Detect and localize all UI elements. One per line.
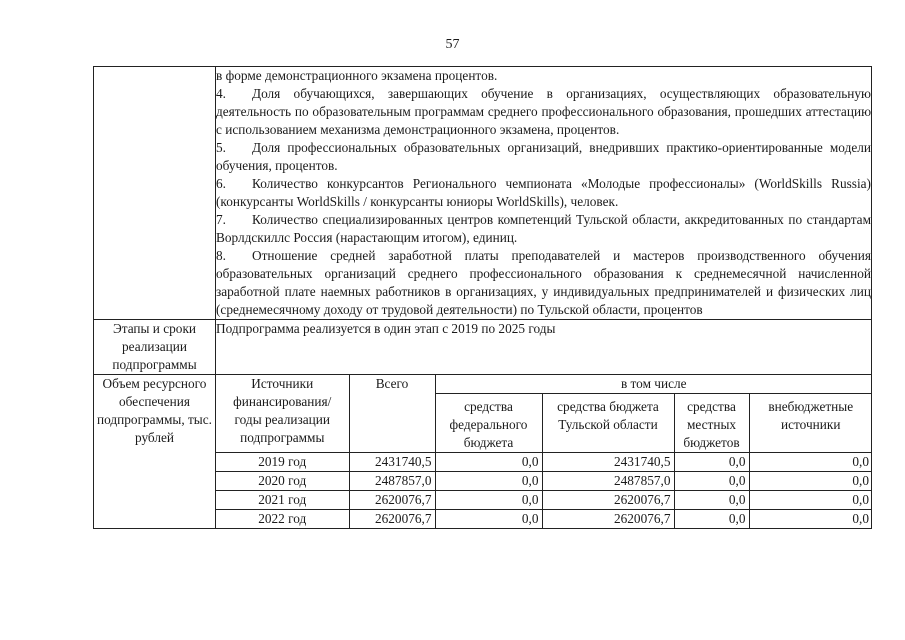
row-extra: 0,0 [749, 472, 872, 491]
funding-row [94, 375, 872, 529]
row-regional: 2431740,5 [542, 453, 674, 472]
row-regional: 2620076,7 [542, 510, 674, 529]
row-extra: 0,0 [749, 453, 872, 472]
indicators-content-cell [216, 67, 872, 320]
stages-value: Подпрограмма реализуется в один этап с 2019 по 2025 годы [216, 320, 872, 375]
indicator-number: 7. [216, 212, 226, 227]
row-federal: 0,0 [435, 491, 542, 510]
row-federal: 0,0 [435, 472, 542, 491]
indicator-text: Доля профессиональных образовательных организаций, внедривших практико-ориентированные модели обучения, процентов. [216, 140, 871, 173]
row-local: 0,0 [674, 491, 749, 510]
page-number: 57 [445, 37, 460, 52]
row-total: 2620076,7 [349, 510, 435, 529]
indicator-number: 8. [216, 248, 226, 263]
indicator-text: в форме демонстрационного экзамена процентов. [216, 68, 498, 83]
indicator-number: 4. [216, 86, 226, 101]
row-total: 2487857,0 [349, 472, 435, 491]
subprogram-passport-table [93, 66, 872, 529]
indicator-paragraph [216, 211, 871, 247]
indicator-number: 6. [216, 176, 226, 191]
table-row [216, 472, 872, 491]
header-total: Всего [349, 375, 435, 453]
header-including: в том числе [435, 375, 872, 394]
funding-content-cell [216, 375, 872, 529]
indicator-paragraph [216, 175, 871, 211]
indicator-text: Отношение средней заработной платы преподавателей и мастеров производственного обучения образовательных организаций среднего профессионального образования к среднемесячной начисленной заработной плате наемных работников в организациях, у индивидуальных предпринимателей и физических лиц (среднемесячному доходу от трудовой деятельности) по Тульской области, процентов [216, 248, 871, 317]
stages-label: Этапы и сроки реализации подпрограммы [94, 320, 216, 375]
header-regional: средства бюджета Тульской области [542, 394, 674, 453]
funding-header-row [216, 375, 872, 394]
header-federal: средства федерального бюджета [435, 394, 542, 453]
row-year: 2020 год [216, 472, 349, 491]
table-row [216, 453, 872, 472]
indicators-row [94, 67, 872, 320]
row-regional: 2620076,7 [542, 491, 674, 510]
header-source: Источники финансирования/ годы реализации подпрограммы [216, 375, 349, 453]
indicator-paragraph [216, 67, 871, 85]
row-local: 0,0 [674, 510, 749, 529]
row-year: 2021 год [216, 491, 349, 510]
row-local: 0,0 [674, 453, 749, 472]
row-total: 2431740,5 [349, 453, 435, 472]
row-regional: 2487857,0 [542, 472, 674, 491]
indicator-text: Доля обучающихся, завершающих обучение в организациях, осуществляющих образовательную деятельность по образовательным программам среднего профессионального образования, прошедших аттестацию с использованием механизма демонстрационного экзамена, процентов. [216, 86, 871, 137]
header-extra: внебюджетные источники [749, 394, 872, 453]
row-year: 2022 год [216, 510, 349, 529]
header-local: средства местных бюджетов [674, 394, 749, 453]
row-local: 0,0 [674, 472, 749, 491]
row-extra: 0,0 [749, 510, 872, 529]
row-extra: 0,0 [749, 491, 872, 510]
table-row [216, 491, 872, 510]
indicator-text: Количество специализированных центров компетенций Тульской области, аккредитованных по стандартам Ворлдскиллс Россия (нарастающим итогом), единиц. [216, 212, 871, 245]
indicator-number: 5. [216, 140, 226, 155]
table-row [216, 510, 872, 529]
row-federal: 0,0 [435, 510, 542, 529]
row-year: 2019 год [216, 453, 349, 472]
funding-label: Объем ресурсного обеспечения подпрограммы, тыс. рублей [94, 375, 216, 529]
stages-row [94, 320, 872, 375]
row-total: 2620076,7 [349, 491, 435, 510]
row-federal: 0,0 [435, 453, 542, 472]
indicator-text: Количество конкурсантов Регионального чемпионата «Молодые профессионалы» (WorldSkills Russia) (конкурсанты WorldSkills / конкурсанты юниоры WorldSkills), человек. [216, 176, 871, 209]
indicator-paragraph [216, 139, 871, 175]
indicators-label-cell [94, 67, 216, 320]
indicator-paragraph [216, 85, 871, 139]
funding-table [216, 375, 872, 528]
indicator-paragraph [216, 247, 871, 319]
